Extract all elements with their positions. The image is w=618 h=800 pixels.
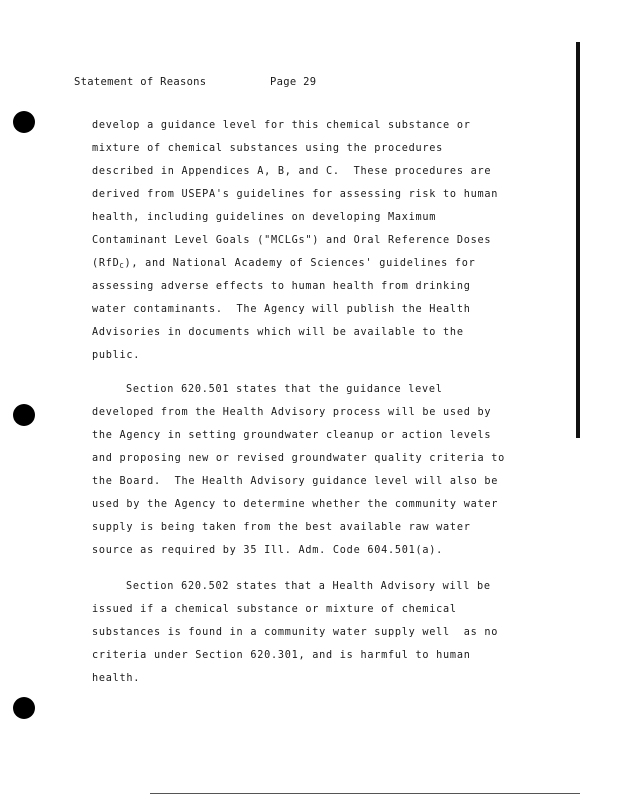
rfd-text: (RfD — [92, 258, 120, 269]
text-line: mixture of chemical substances using the procedures — [92, 143, 444, 154]
text-line: Contaminant Level Goals ("MCLGs") and Oral Reference Doses — [92, 235, 492, 246]
text-line: Section 620.502 states that a Health Advisory will be — [126, 581, 491, 592]
bottom-rule — [150, 793, 580, 794]
text-line: source as required by 35 Ill. Adm. Code 604.501(a). — [92, 545, 444, 556]
header-title: Statement of Reasons — [74, 76, 207, 88]
punch-hole — [13, 697, 35, 719]
text-line: the Agency in setting groundwater cleanup or action levels — [92, 430, 492, 441]
text-line: the Board. The Health Advisory guidance level will also be — [92, 476, 499, 487]
text-line: health, including guidelines on developing Maximum — [92, 212, 437, 223]
text-line: developed from the Health Advisory process will be used by — [92, 407, 492, 418]
text-line: issued if a chemical substance or mixture of chemical — [92, 604, 457, 615]
rfd-subscript: C — [119, 262, 125, 270]
text-line: described in Appendices A, B, and C. These procedures are — [92, 166, 492, 177]
text-line: public. — [92, 350, 141, 361]
text-line-rest: ), and National Academy of Sciences' guidelines for — [124, 258, 476, 269]
text-line: health. — [92, 673, 141, 684]
punch-hole — [13, 111, 35, 133]
scan-edge-bar — [576, 42, 580, 438]
text-line: develop a guidance level for this chemical substance or — [92, 120, 471, 131]
text-line: Advisories in documents which will be available to the — [92, 327, 464, 338]
text-line: criteria under Section 620.301, and is harmful to human — [92, 650, 471, 661]
text-line: Section 620.501 states that the guidance level — [126, 384, 443, 395]
text-line: derived from USEPA's guidelines for assessing risk to human — [92, 189, 499, 200]
text-line: water contaminants. The Agency will publish the Health — [92, 304, 471, 315]
text-line — [92, 258, 476, 270]
text-line: supply is being taken from the best available raw water — [92, 522, 471, 533]
punch-hole — [13, 404, 35, 426]
text-line: and proposing new or revised groundwater quality criteria to — [92, 453, 506, 464]
text-line: substances is found in a community water supply well as no — [92, 627, 499, 638]
header-page-number: Page 29 — [270, 76, 317, 88]
text-line: used by the Agency to determine whether the community water — [92, 499, 499, 510]
text-line: assessing adverse effects to human health from drinking — [92, 281, 471, 292]
